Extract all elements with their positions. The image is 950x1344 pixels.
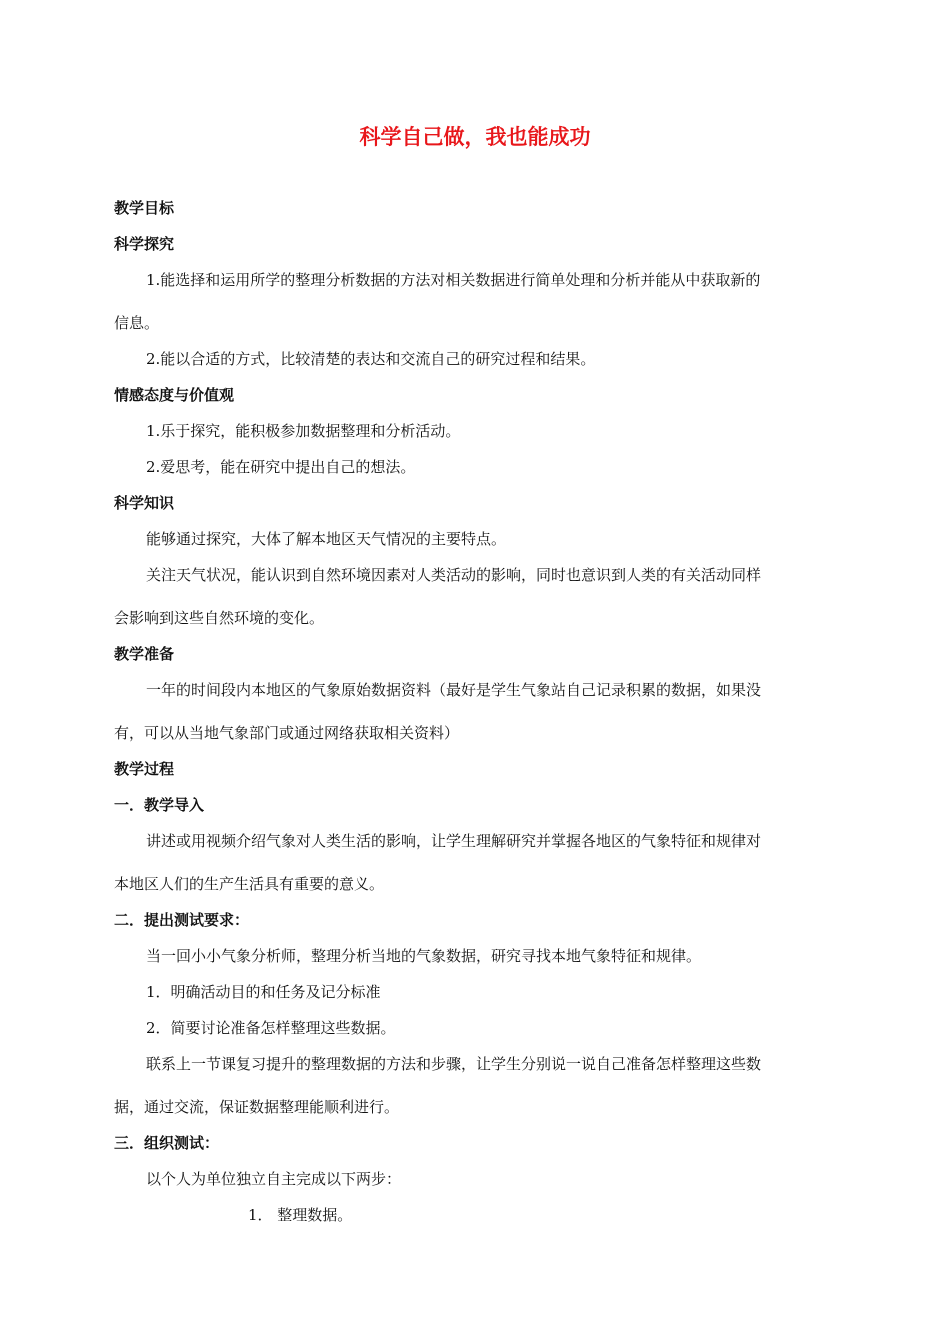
paragraph-prep: 一年的时间段内本地区的气象原始数据资料（最好是学生气象站自己记录积累的数据，如果没 [146, 681, 762, 699]
paragraph-inquiry-1: 1.能选择和运用所学的整理分析数据的方法对相关数据进行简单处理和分析并能从中获取新的 [146, 271, 761, 289]
heading-attitude: 情感态度与价值观 [114, 386, 235, 404]
heading-prep: 教学准备 [114, 645, 175, 663]
paragraph-attitude-2: 2.爱思考，能在研究中提出自己的想法。 [146, 458, 416, 476]
paragraph-step-2-b: 1．明确活动目的和任务及记分标准 [146, 983, 381, 1001]
document-title: 科学自己做，我也能成功 [359, 125, 591, 149]
heading-science-inquiry: 科学探究 [114, 235, 175, 253]
paragraph-knowledge-2-cont: 会影响到这些自然环境的变化。 [114, 609, 325, 627]
heading-knowledge: 科学知识 [114, 494, 175, 512]
paragraph-attitude-1: 1.乐于探究，能积极参加数据整理和分析活动。 [146, 422, 461, 440]
document-body [114, 198, 838, 1225]
paragraph-step-3-a: 以个人为单位独立自主完成以下两步： [146, 1170, 402, 1188]
paragraph-step-2-d: 联系上一节课复习提升的整理数据的方法和步骤，让学生分别说一说自己准备怎样整理这些数 [146, 1055, 762, 1073]
heading-step-2: 二．提出测试要求： [114, 911, 250, 929]
heading-teaching-goals: 教学目标 [114, 199, 175, 217]
paragraph-inquiry-1-cont: 信息。 [114, 314, 160, 332]
paragraph-step-2-a: 当一回小小气象分析师，整理分析当地的气象数据，研究寻找本地气象特征和规律。 [146, 947, 702, 965]
paragraph-knowledge-2: 关注天气状况，能认识到自然环境因素对人类活动的影响，同时也意识到人类的有关活动同样 [146, 566, 762, 584]
paragraph-step-2-d-cont: 据，通过交流，保证数据整理能顺利进行。 [114, 1098, 400, 1116]
heading-step-1: 一．教学导入 [114, 796, 205, 814]
paragraph-prep-cont: 有，可以从当地气象部门或通过网络获取相关资料） [114, 724, 460, 742]
paragraph-inquiry-2: 2.能以合适的方式，比较清楚的表达和交流自己的研究过程和结果。 [146, 350, 596, 368]
paragraph-step-3-b: 1． 整理数据。 [248, 1206, 353, 1224]
heading-process: 教学过程 [114, 760, 175, 778]
heading-step-3: 三．组织测试： [114, 1134, 220, 1152]
paragraph-step-1-cont: 本地区人们的生产生活具有重要的意义。 [114, 875, 385, 893]
paragraph-knowledge-1: 能够通过探究，大体了解本地区天气情况的主要特点。 [146, 530, 507, 548]
paragraph-step-1: 讲述或用视频介绍气象对人类生活的影响，让学生理解研究并掌握各地区的气象特征和规律对 [146, 832, 762, 850]
paragraph-step-2-c: 2．简要讨论准备怎样整理这些数据。 [146, 1019, 396, 1037]
